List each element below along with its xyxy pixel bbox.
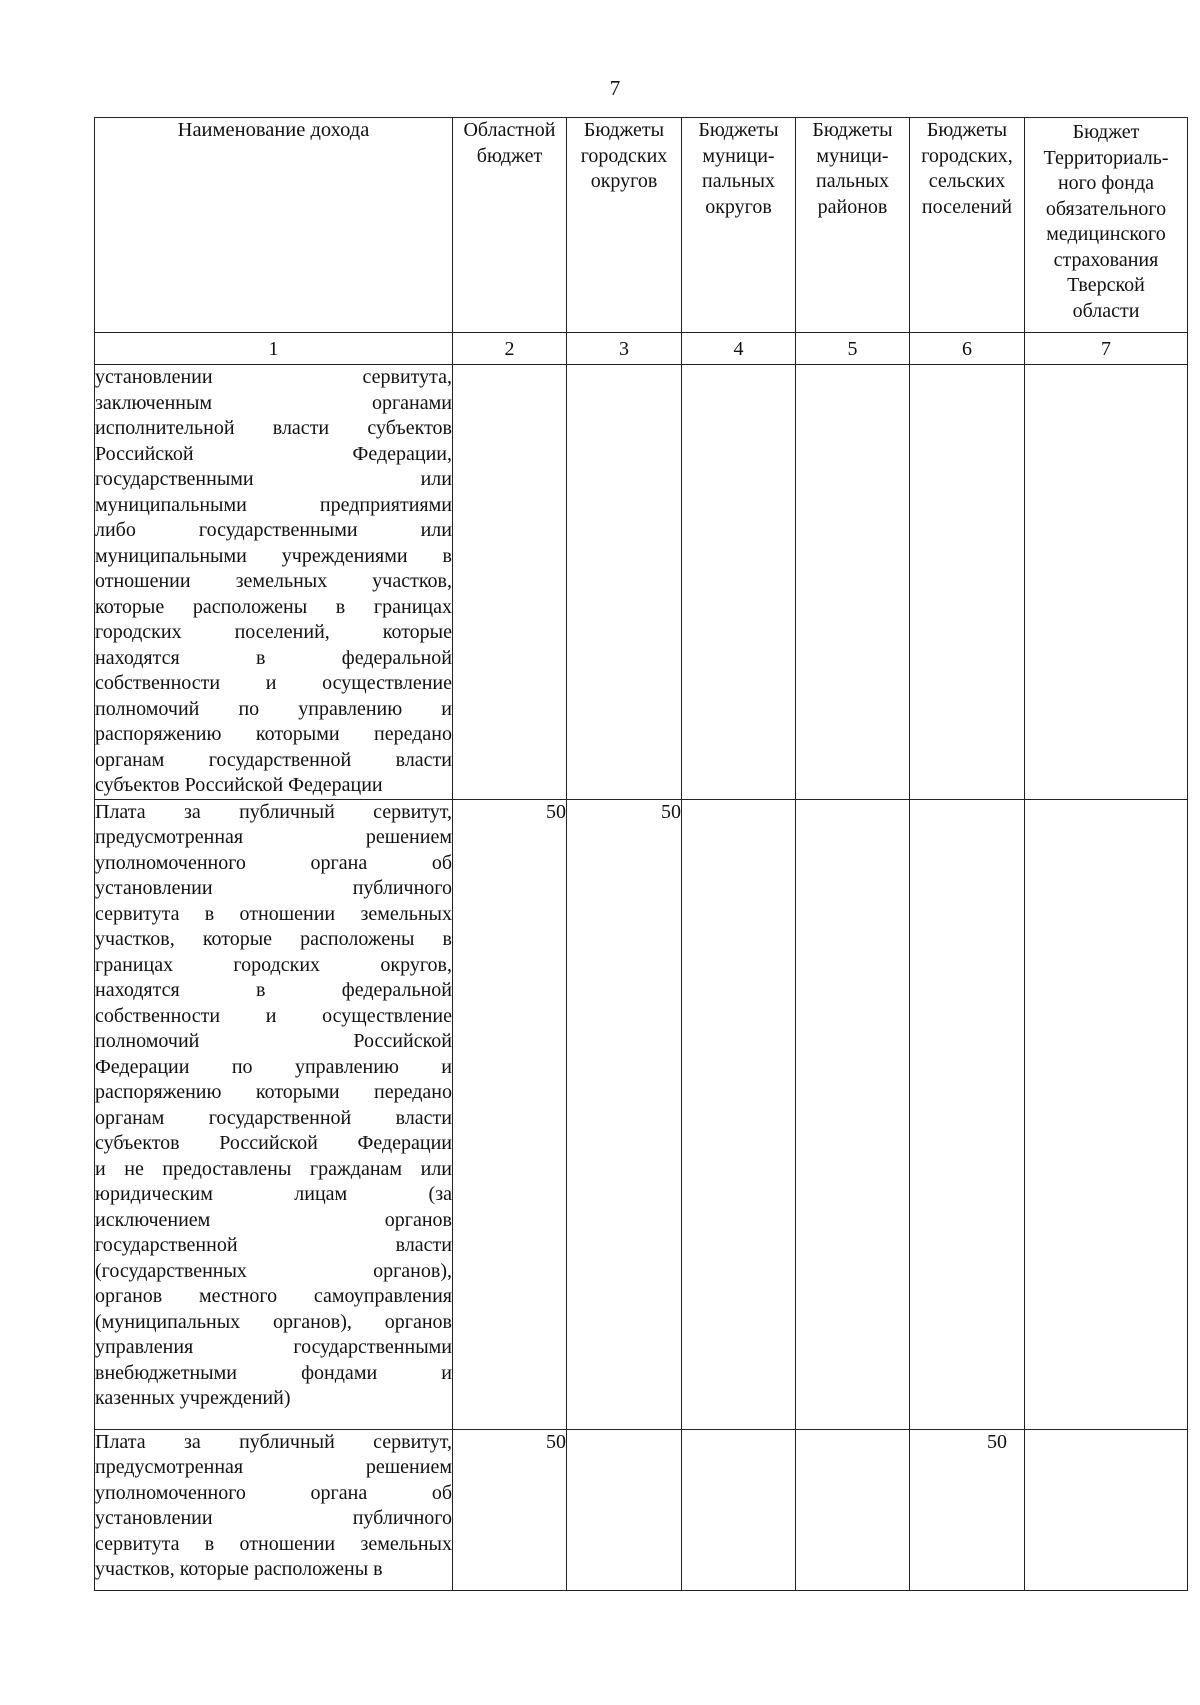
text-line: участков, которые расположены в <box>95 1558 383 1580</box>
header-line: Наименование дохода <box>177 119 370 141</box>
text-line: (муниципальных органов), органов <box>95 1310 452 1333</box>
header-line: страхования <box>1053 248 1159 271</box>
header-line: сельских <box>928 170 1006 192</box>
text-line: исключением органов <box>95 1208 452 1231</box>
revenue-distribution-table <box>94 117 1188 1591</box>
regional-budget-value: 50 <box>453 1429 567 1590</box>
text-line: органам государственной власти <box>95 1106 452 1129</box>
income-name-cell <box>95 365 453 800</box>
text-line: Федерации по управлению и <box>95 1055 452 1078</box>
column-number: 1 <box>95 333 453 365</box>
header-line: муници- <box>816 144 889 167</box>
text-line: государственной власти <box>95 1234 452 1256</box>
text-line: предусмотренная решением <box>95 1456 452 1478</box>
text-line: предусмотренная решением <box>95 826 452 848</box>
text-line: собственности и осуществление <box>95 1004 452 1027</box>
header-line: Территориаль- <box>1043 146 1169 169</box>
city-district-value <box>567 365 682 800</box>
text-line: границах городских округов, <box>95 953 452 976</box>
header-line: районов <box>817 195 888 218</box>
tfoms-value <box>1025 1429 1188 1590</box>
text-line: сервитута в отношении земельных <box>95 902 452 925</box>
text-line: установлении публичного <box>95 1507 452 1529</box>
text-line: полномочий Российской <box>95 1030 452 1052</box>
header-income-name <box>95 118 453 333</box>
text-line: субъектов Российской Федерации <box>95 1132 452 1154</box>
settlement-value <box>910 799 1025 1429</box>
municipal-area-value <box>796 1429 910 1590</box>
header-row <box>95 118 1188 333</box>
text-line: юридическим лицам (за <box>95 1183 452 1205</box>
income-name-cell <box>95 799 453 1429</box>
municipal-area-value <box>796 799 910 1429</box>
text-line: муниципальными предприятиями <box>95 493 452 516</box>
header-regional-budget <box>453 118 567 333</box>
text-line: субъектов Российской Федерации <box>95 774 383 796</box>
text-line: распоряжению которыми передано <box>95 1081 452 1103</box>
tfoms-value <box>1025 799 1188 1429</box>
text-line: собственности и осуществление <box>95 672 452 694</box>
municipal-district-value <box>682 365 796 800</box>
header-line: Тверской <box>1067 274 1145 296</box>
text-line: сервитута в отношении земельных <box>95 1532 452 1555</box>
text-line: которые расположены в границах <box>95 595 452 618</box>
page-number: 7 <box>609 76 621 100</box>
header-line: Бюджеты <box>583 119 665 141</box>
table-row <box>95 799 1188 1429</box>
municipal-district-value <box>682 1429 796 1590</box>
municipal-area-value <box>796 365 910 800</box>
text-line: уполномоченного органа об <box>95 1481 452 1504</box>
text-line: отношении земельных участков, <box>95 570 452 592</box>
text-line: полномочий по управлению и <box>95 697 452 720</box>
column-number-row <box>95 333 1188 365</box>
header-line: обязательного <box>1045 197 1167 220</box>
text-line: распоряжению которыми передано <box>95 723 452 745</box>
text-line: государственными или <box>95 468 452 490</box>
header-line: Областной <box>463 119 556 141</box>
text-line: управления государственными <box>95 1336 452 1358</box>
column-number: 4 <box>682 333 796 365</box>
header-line: муници- <box>702 144 775 167</box>
settlement-value: 50 <box>910 1429 1025 1590</box>
text-line: установлении публичного <box>95 877 452 899</box>
header-line: Бюджеты <box>926 119 1008 141</box>
regional-budget-value: 50 <box>453 799 567 1429</box>
column-number: 5 <box>796 333 910 365</box>
header-tfoms-budget <box>1025 118 1188 333</box>
header-line: ного фонда <box>1057 172 1155 194</box>
column-number: 6 <box>910 333 1025 365</box>
city-district-value: 50 <box>567 799 682 1429</box>
header-settlement-budgets <box>910 118 1025 333</box>
income-name-cell <box>95 1429 453 1590</box>
text-line: участков, которые расположены в <box>95 928 452 950</box>
header-line: Бюджеты <box>812 119 893 141</box>
header-line: Бюджеты <box>698 119 779 141</box>
settlement-value <box>910 365 1025 800</box>
text-line: Российской Федерации, <box>95 442 452 465</box>
header-line: поселений <box>921 195 1013 218</box>
column-number: 3 <box>567 333 682 365</box>
text-line: (государственных органов), <box>95 1259 452 1282</box>
header-line: пальных <box>816 170 889 192</box>
municipal-district-value <box>682 799 796 1429</box>
text-line: установлении сервитута, <box>95 366 452 388</box>
header-line: пальных <box>702 170 775 192</box>
header-line: городских <box>580 144 668 167</box>
text-line: органов местного самоуправления <box>95 1285 452 1307</box>
text-line: либо государственными или <box>95 519 452 541</box>
text-line: казенных учреждений) <box>95 1387 291 1409</box>
header-municipal-district-budgets <box>682 118 796 333</box>
header-city-district-budgets <box>567 118 682 333</box>
tfoms-value <box>1025 365 1188 800</box>
city-district-value <box>567 1429 682 1590</box>
text-line: муниципальными учреждениями в <box>95 544 452 567</box>
text-line: Плата за публичный сервитут, <box>95 800 452 823</box>
header-municipal-area-budgets <box>796 118 910 333</box>
regional-budget-value <box>453 365 567 800</box>
text-line: органам государственной власти <box>95 748 452 771</box>
text-line: находятся в федеральной <box>95 646 452 669</box>
header-line: бюджет <box>476 144 543 167</box>
table-row <box>95 365 1188 800</box>
column-number: 2 <box>453 333 567 365</box>
text-line: находятся в федеральной <box>95 979 452 1001</box>
table-row <box>95 1429 1188 1590</box>
header-line: округов <box>705 195 772 218</box>
text-line: Плата за публичный сервитут, <box>95 1430 452 1453</box>
text-line: исполнительной власти субъектов <box>95 417 452 439</box>
header-line: медицинского <box>1046 223 1166 245</box>
text-line: внебюджетными фондами и <box>95 1361 452 1384</box>
text-line: уполномоченного органа об <box>95 851 452 874</box>
text-line: городских поселений, которые <box>95 621 452 643</box>
header-line: области <box>1072 299 1140 322</box>
header-line: Бюджет <box>1072 121 1140 143</box>
header-line: городских, <box>921 144 1013 167</box>
text-line: заключенным органами <box>95 391 452 414</box>
text-line: и не предоставлены гражданам или <box>95 1157 452 1180</box>
header-line: округов <box>590 170 658 192</box>
column-number: 7 <box>1025 333 1188 365</box>
